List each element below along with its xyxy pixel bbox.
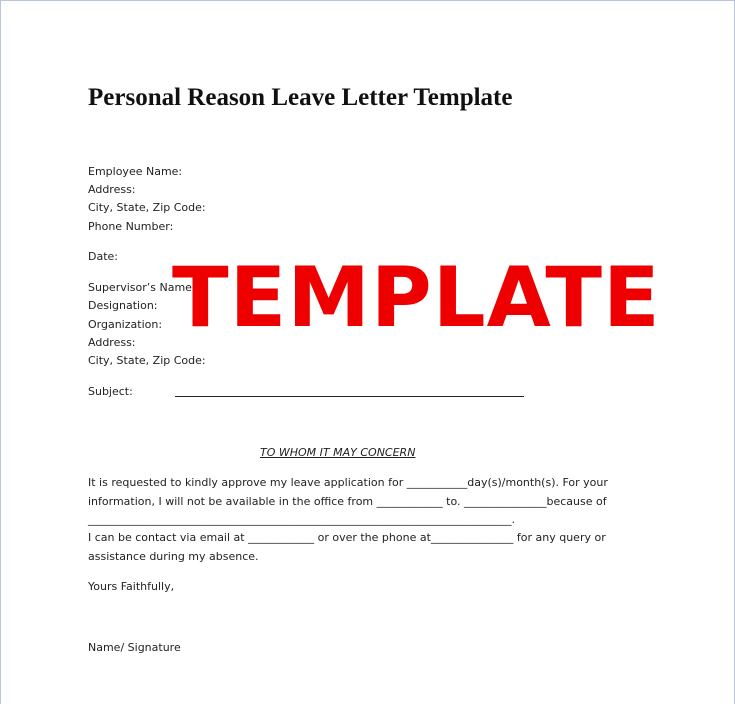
concern-heading: TO WHOM IT MAY CONCERN xyxy=(260,446,416,459)
body-line: assistance during my absence. xyxy=(88,550,259,563)
body-line: information, I will not be available in the office from ____________ to. _______________because of xyxy=(88,495,607,508)
document-title: Personal Reason Leave Letter Template xyxy=(88,84,513,111)
subject-label: Subject: xyxy=(88,385,133,398)
supervisor-address-label: Address: xyxy=(88,336,136,349)
body-line: It is requested to kindly approve my leave application for ___________day(s)/month(s). For your xyxy=(88,476,608,489)
signature-label: Name/ Signature xyxy=(88,641,181,654)
closing-text: Yours Faithfully, xyxy=(88,580,175,593)
organization-label: Organization: xyxy=(88,318,163,331)
designation-label: Designation: xyxy=(88,299,158,312)
body-line: _____________________________________________________________________________. xyxy=(88,513,515,526)
body-line: I can be contact via email at ____________ or over the phone at_______________ for any query or xyxy=(88,531,606,544)
phone-number-label: Phone Number: xyxy=(88,220,174,233)
city-state-zip-label: City, State, Zip Code: xyxy=(88,201,206,214)
address-label: Address: xyxy=(88,183,136,196)
employee-name-label: Employee Name: xyxy=(88,165,183,178)
template-watermark: TEMPLATE xyxy=(172,249,661,346)
date-label: Date: xyxy=(88,250,118,263)
subject-underline xyxy=(175,396,524,397)
supervisor-city-state-zip-label: City, State, Zip Code: xyxy=(88,354,206,367)
supervisor-name-label: Supervisor’s Name xyxy=(88,281,192,294)
